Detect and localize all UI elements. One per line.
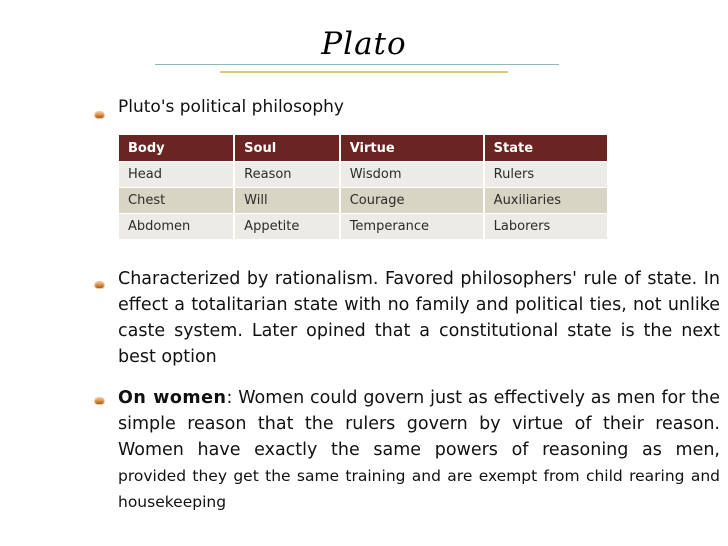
women-text-small: provided they get the same training and are exempt from child rearing and housekeeping: [118, 467, 720, 511]
table-cell: Temperance: [340, 214, 484, 240]
table-header-row: [119, 135, 607, 162]
title-divider-gold: [220, 71, 508, 73]
bullet-icon: [95, 282, 104, 288]
column-header: Virtue: [340, 135, 484, 162]
women-paragraph: [118, 385, 720, 515]
table-cell: Abdomen: [119, 214, 234, 240]
table-cell: Appetite: [234, 214, 340, 240]
women-text-main: : Women could govern just as effectively as men for the simple reason that the rulers govern by virtue of their reason. Women have exactly the same powers of reasoning as men,: [118, 388, 720, 460]
table-cell: Chest: [119, 188, 234, 214]
slide-title: Plato: [321, 26, 407, 62]
bullet-icon: [95, 112, 104, 118]
table-row: [119, 214, 607, 240]
table-row: [119, 188, 607, 214]
table-cell: Auxiliaries: [484, 188, 607, 214]
women-lead: On women: [118, 388, 227, 408]
column-header: State: [484, 135, 607, 162]
bullet-icon: [95, 398, 104, 404]
table-cell: Will: [234, 188, 340, 214]
table-cell: Courage: [340, 188, 484, 214]
table-cell: Reason: [234, 162, 340, 188]
table-cell: Head: [119, 162, 234, 188]
section-heading: Pluto's political philosophy: [118, 97, 344, 117]
philosophy-table: [119, 135, 607, 239]
table-row: [119, 162, 607, 188]
column-header: Body: [119, 135, 234, 162]
table-cell: Laborers: [484, 214, 607, 240]
title-divider-teal: [155, 64, 559, 65]
table-cell: Rulers: [484, 162, 607, 188]
rationalism-paragraph: Characterized by rationalism. Favored philosophers' rule of state. In effect a totalitarian state with no family and political ties, not unlike caste system. Later opined that a constitutional state is the next best option: [118, 269, 720, 367]
column-header: Soul: [234, 135, 340, 162]
table-cell: Wisdom: [340, 162, 484, 188]
